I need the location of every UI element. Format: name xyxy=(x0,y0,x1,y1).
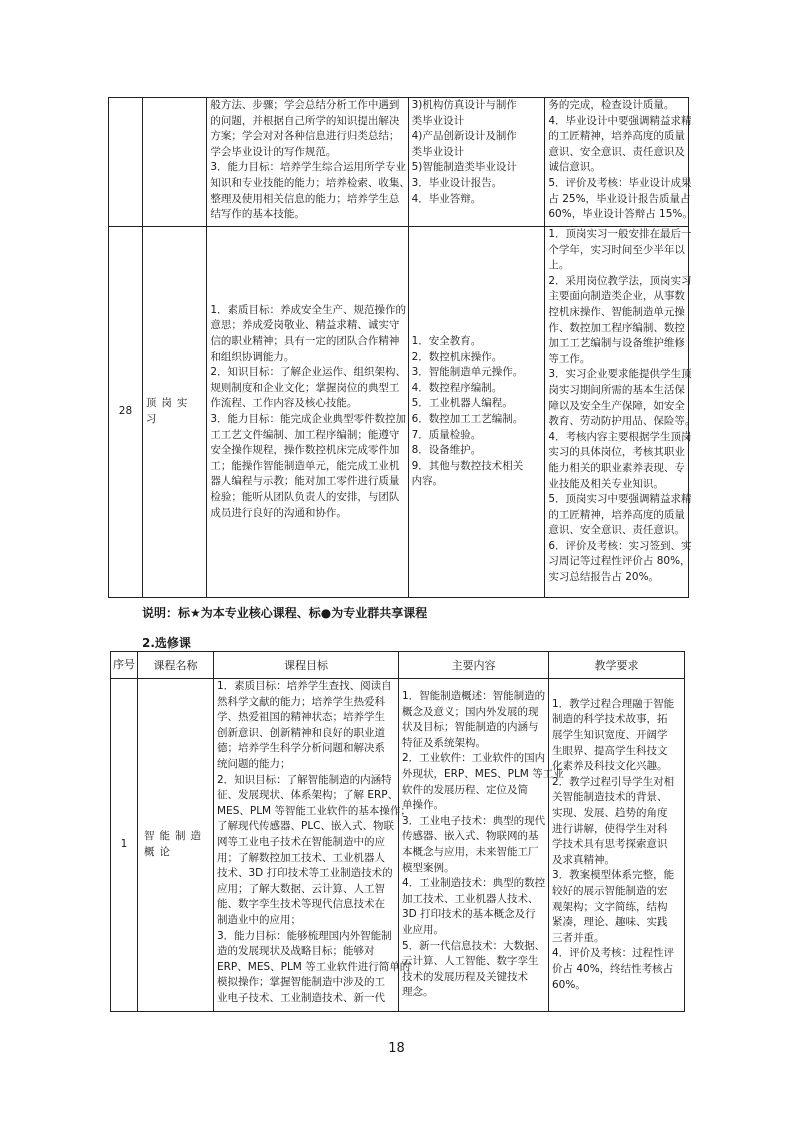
text-line: 进行讲解，使得学生对科 xyxy=(552,822,668,835)
table-row xyxy=(111,679,685,1012)
text-line: 6．数控加工工艺编制。 xyxy=(411,413,524,425)
text-line: 统问题的能力； xyxy=(217,757,291,770)
text-line: 1．顶岗实习一般安排在最后一 xyxy=(548,228,692,240)
text-line: 实习的具体岗位，考核其职业 xyxy=(548,446,685,459)
teaching-requirements xyxy=(545,98,693,227)
course-name xyxy=(142,227,206,598)
text-line: 内容。 xyxy=(411,475,444,488)
text-line: 及求真精神。 xyxy=(552,853,615,866)
course-name xyxy=(142,98,206,227)
text-line: 4．考核内容主要根据学生顶岗 xyxy=(548,430,692,443)
text-line: 5．顶岗实习中要强调精益求精 xyxy=(548,493,692,506)
text-line: 3．能力目标：能完成企业典型零件数控加 xyxy=(210,413,407,425)
header-requirements: 教学要求 xyxy=(549,652,685,679)
text-line: 4．毕业答辩。 xyxy=(411,192,482,205)
text-line: 控机床操作、智能制造单元操 xyxy=(548,305,685,318)
text-line: MES、PLM 等智能工业软件的基本操作； xyxy=(217,804,411,817)
text-line: 学、热爱祖国的精神状态；培养学生 xyxy=(217,711,385,724)
text-line: 3．工业电子技术：典型的现代 xyxy=(402,814,546,827)
text-line: 较好的展示智能制造的宏 xyxy=(552,884,668,897)
text-line: 等工作。 xyxy=(548,352,591,365)
text-line: 5．评价及考核：毕业设计成果 xyxy=(548,176,692,189)
text-line: 三者并重。 xyxy=(552,931,605,944)
course-name xyxy=(138,679,214,1012)
text-line: 1．素质目标：培养学生查找、阅读自 xyxy=(217,680,392,692)
text-line: 价占 40%，终结性考核占 xyxy=(552,962,674,975)
text-line: 和组织协调能力。 xyxy=(210,350,295,363)
text-line: 岗实习期间所需的基本生活保 xyxy=(548,383,685,396)
text-line: 应用；了解大数据、云计算、人工智 xyxy=(217,882,385,895)
text-line: 2．数控机床操作。 xyxy=(411,350,503,363)
text-line: 征、发展现状、体系架构；了解 ERP、 xyxy=(217,789,399,802)
course-content xyxy=(408,227,545,598)
text-line: 学技术具有思考探索意识 xyxy=(552,838,668,851)
course-objectives xyxy=(214,679,411,1012)
text-line: 方案；学会对对各种信息进行归类总结； xyxy=(210,130,400,143)
text-line: 器人编程与示教；能对加工零件进行质量 xyxy=(210,475,400,488)
text-line: 1．素质目标：养成安全生产、规范操作的 xyxy=(210,303,407,316)
course-number: 28 xyxy=(109,227,143,598)
text-line: 用；了解数控加工技术、工业机器人 xyxy=(217,851,385,864)
text-line: 类毕业设计 xyxy=(411,114,465,127)
text-line: 3．能力目标：能够梳理国内外智能制 xyxy=(217,929,392,942)
text-line: 3．能力目标：培养学生综合运用所学专业 xyxy=(210,161,407,174)
text-line: 的工匠精神，培养高度的质量 xyxy=(548,130,685,143)
header-name: 课程名称 xyxy=(138,652,214,679)
text-line: 主要面向制造类企业，从事数 xyxy=(548,290,685,303)
course-name-text: 智能制造概论 xyxy=(144,830,206,858)
text-line: 1．安全教育。 xyxy=(411,335,482,348)
text-line: 知识和专业技能的能力；培养检索、收集、 xyxy=(210,176,410,189)
text-line: 2．知识目标：了解企业运作、组织架构、 xyxy=(210,366,407,379)
text-line: 2．知识目标：了解智能制造的内涵特 xyxy=(217,773,392,786)
course-content xyxy=(399,679,564,1012)
section-title: 2.选修课 xyxy=(142,636,191,650)
text-line: 上。 xyxy=(548,259,570,272)
text-line: 2．采用岗位教学法，顶岗实习 xyxy=(548,274,692,287)
text-line: 观架构；文字简练，结构 xyxy=(552,900,668,913)
text-line: 1．智能制造概述：智能制造的 xyxy=(402,690,546,703)
text-line: 9．其他与数控技术相关 xyxy=(411,459,524,472)
text-line: 个学年，实习时间至少半年以 xyxy=(548,243,685,256)
header-content: 主要内容 xyxy=(399,652,549,679)
text-line: 般方法、步骤；学会总结分析工作中遇到 xyxy=(210,99,400,111)
table-row xyxy=(109,98,689,227)
text-line: 4．数控程序编制。 xyxy=(411,381,503,394)
text-line: 创新意识、创新精神和良好的职业道 xyxy=(217,726,385,739)
text-line: 工；能操作智能制造单元，能完成工业机 xyxy=(210,459,400,472)
text-line: 制造业中的应用； xyxy=(217,913,301,926)
text-line: 务的完成，检查设计质量。 xyxy=(548,99,675,111)
text-line: 工工艺文件编制、加工程序编制；能遵守 xyxy=(210,428,400,441)
text-line: 6．评价及考核：实习签到、实 xyxy=(548,539,692,552)
text-line: 习周记等过程性评价占 80%， xyxy=(548,555,691,568)
text-line: 类毕业设计 xyxy=(411,145,465,158)
text-line: 软件的发展历程、定位及简 xyxy=(402,783,528,796)
text-line: 本概念与应用，未来智能工厂 xyxy=(402,846,539,858)
text-line: 网等工业电子技术在智能制造中的应 xyxy=(217,835,385,848)
text-line: 教育、劳动防护用品、保险等。 xyxy=(548,415,696,428)
page-number: 18 xyxy=(388,1041,405,1056)
table-row xyxy=(109,227,689,598)
text-line: 3)机构仿真设计与制作 xyxy=(411,99,517,111)
text-line: 8．设备维护。 xyxy=(411,444,482,457)
elective-course-table xyxy=(110,651,685,1012)
text-line: 5)智能制造类毕业设计 xyxy=(411,161,517,174)
text-line: 5．新一代信息技术：大数据、 xyxy=(402,939,546,952)
course-table-continued xyxy=(108,97,696,598)
text-line: 造的发展现状及战略目标；能够对 xyxy=(217,945,375,958)
text-line: 理念。 xyxy=(402,986,434,999)
text-line: 紧凑，理论、趣味、实践 xyxy=(552,916,668,929)
text-line: 业技能及相关专业知识。 xyxy=(548,477,664,490)
text-line: 作、数控加工程序编制、数控 xyxy=(548,321,685,334)
text-line: 加工工艺编制与设备维护维修 xyxy=(548,337,685,350)
text-line: 7．质量检验。 xyxy=(411,428,482,441)
text-line: 然科学文献的能力；培养学生热爱科 xyxy=(217,695,385,708)
text-line: 5．工业机器人编程。 xyxy=(411,397,513,410)
text-line: 能、数字孪生技术等现代信息技术在 xyxy=(217,898,385,911)
text-line: 结写作的基本技能。 xyxy=(210,208,305,221)
course-name-text: 顶岗实习 xyxy=(145,397,193,425)
text-line: 60%，毕业设计答辩占 15%。 xyxy=(548,208,693,221)
text-line: 1．教学过程合理融于智能 xyxy=(552,697,675,710)
text-line: 云计算、人工智能、数字孪生 xyxy=(402,955,539,968)
text-line: ERP、MES、PLM 等工业软件进行简单的 xyxy=(217,960,411,973)
text-line: 德；培养学生科学分析问题和解决系 xyxy=(217,742,385,755)
text-line: 4)产品创新设计及制作 xyxy=(411,130,517,143)
text-line: 状及目标；智能制造的内涵与 xyxy=(402,721,539,734)
text-line: 化素养及科技文化兴趣。 xyxy=(552,760,668,773)
text-line: 单操作。 xyxy=(402,799,444,812)
text-line: 意思；养成爱岗敬业、精益求精、诚实守 xyxy=(210,319,400,332)
text-line: 传感器、嵌入式、物联网的基 xyxy=(402,830,539,843)
text-line: 学会毕业设计的写作规范。 xyxy=(210,145,337,158)
course-objectives xyxy=(207,227,408,598)
text-line: 概念及意义；国内外发展的现 xyxy=(402,705,539,718)
text-line: 3．毕业设计报告。 xyxy=(411,176,503,189)
text-line: 技术的发展历程及关键技术 xyxy=(402,970,528,983)
text-line: 的工匠精神，培养高度的质量 xyxy=(548,508,685,521)
text-line: 模型案例。 xyxy=(402,861,455,874)
text-line: 实现、发展、趋势的角度 xyxy=(552,807,668,820)
text-line: 生眼界、提高学生科技文 xyxy=(552,744,668,757)
text-line: 4．毕业设计中要强调精益求精 xyxy=(548,114,692,127)
teaching-requirements xyxy=(549,679,685,1012)
text-line: 3．实习企业要求能提供学生顶 xyxy=(548,368,692,381)
table-note: 说明：标★为本专业核心课程、标●为专业群共享课程 xyxy=(142,606,428,620)
text-line: 信的职业精神；具有一定的团队合作精神 xyxy=(210,335,400,348)
course-content xyxy=(408,98,545,227)
text-line: 意识、安全意识、责任意识及 xyxy=(548,145,685,158)
text-line: 模拟操作；掌握智能制造中涉及的工 xyxy=(217,976,385,989)
text-line: 占 25%，毕业设计报告质量占 xyxy=(548,192,691,205)
text-line: 诚信意识。 xyxy=(548,161,601,174)
text-line: 意识、安全意识、责任意识。 xyxy=(548,524,685,537)
text-line: 障以及安全生产保障，如安全 xyxy=(548,399,685,412)
text-line: 加工技术、工业机器人技术、 xyxy=(402,892,539,905)
text-line: 了解现代传感器、PLC、嵌入式、物联 xyxy=(217,820,395,833)
text-line: 关智能制造技术的背景、 xyxy=(552,791,668,804)
text-line: 规则制度和企业文化；掌握岗位的典型工 xyxy=(210,381,400,394)
text-line: 成员进行良好的沟通和协作。 xyxy=(210,506,347,519)
text-line: 实习总结报告占 20%。 xyxy=(548,571,660,584)
text-line: 3．智能制造单元操作。 xyxy=(411,366,524,379)
header-number: 序号 xyxy=(111,652,138,679)
teaching-requirements xyxy=(545,227,696,598)
text-line: 安全操作规程，操作数控机床完成零件加 xyxy=(210,444,400,457)
text-line: 制造的科学技术故事，拓 xyxy=(552,713,668,726)
text-line: 展学生知识宽度、开阔学 xyxy=(552,729,668,742)
text-line: 技术、3D 打印技术等工业制造技术的 xyxy=(217,867,393,880)
text-line: 业电子技术、工业制造技术、新一代 xyxy=(217,991,385,1004)
text-line: 特征及系统架构。 xyxy=(402,736,486,749)
text-line: 能力相关的职业素养表现、专 xyxy=(548,461,685,474)
text-line: 作流程、工作内容及核心技能。 xyxy=(210,397,358,410)
header-objectives: 课程目标 xyxy=(214,652,399,679)
text-line: 4．评价及考核：过程性评 xyxy=(552,947,675,960)
course-number: 1 xyxy=(111,679,138,1012)
text-line: 3．教案模型体系完整，能 xyxy=(552,869,675,882)
course-number xyxy=(109,98,143,227)
text-line: 整理及使用相关信息的能力；培养学生总 xyxy=(210,192,400,205)
course-objectives xyxy=(207,98,408,227)
text-line: 外现状，ERP、MES、PLM 等工业 xyxy=(402,768,564,781)
text-line: 检验；能听从团队负责人的安排，与团队 xyxy=(210,490,400,503)
text-line: 业应用。 xyxy=(402,923,444,936)
table-header-row xyxy=(111,652,685,679)
text-line: 4．工业制造技术：典型的数控 xyxy=(402,877,546,890)
text-line: 2．工业软件：工业软件的国内 xyxy=(402,752,546,765)
text-line: 3D 打印技术的基本概念及行 xyxy=(402,908,536,921)
text-line: 的问题，并根据自己所学的知识提出解决 xyxy=(210,114,400,127)
text-line: 2．教学过程引导学生对相 xyxy=(552,775,675,788)
text-line: 60%。 xyxy=(552,978,586,991)
